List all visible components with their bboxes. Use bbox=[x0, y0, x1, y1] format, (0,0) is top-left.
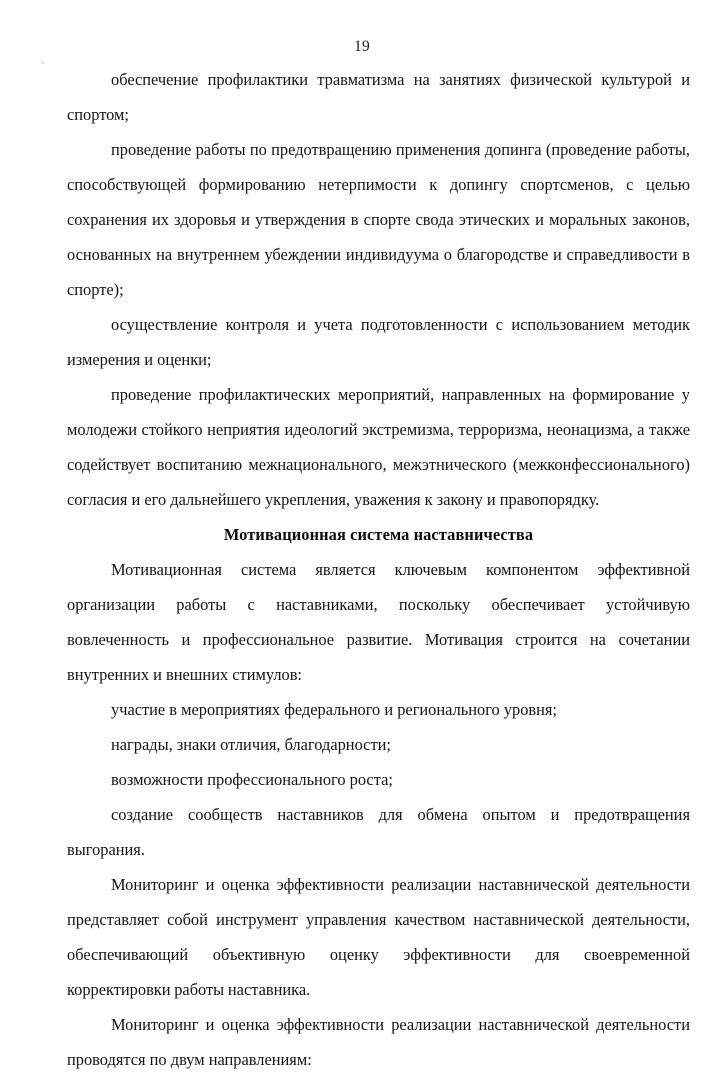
paragraph-monitoring-directions: Мониторинг и оценка эффективности реализации наставнической деятельности проводятся по двум направлениям: bbox=[67, 1015, 690, 1069]
document-body bbox=[67, 62, 690, 1077]
paragraph-motivation-intro: Мотивационная система является ключевым компонентом эффективной организации работы с наставниками, поскольку обеспечивает устойчивую вовлеченность и профессиональное развитие. Мотивация строится на сочетании внутренних и внешних стимулов: bbox=[67, 560, 690, 684]
paragraph-list-awards: награды, знаки отличия, благодарности; bbox=[111, 735, 391, 754]
scan-artifact-speck bbox=[41, 61, 44, 64]
paragraph-profilaktika: проведение профилактических мероприятий, направленных на формирование у молодежи стойкого неприятия идеологий экстремизма, терроризма, неонацизма, а также содействует воспитанию межнационального, межэтнического (межконфессионального) согласия и его дальнейшего укрепления, уважения к закону и правопорядку. bbox=[67, 385, 690, 509]
paragraph-monitoring-definition: Мониторинг и оценка эффективности реализации наставнической деятельности представляет собой инструмент управления качеством наставнической деятельности, обеспечивающий объективную оценку эффективности для своевременной корректировки работы наставника. bbox=[67, 875, 690, 999]
section-heading-motivational-system: Мотивационная система наставничества bbox=[223, 525, 534, 544]
paragraph-kontrol: осуществление контроля и учета подготовленности с использованием методик измерения и оценки; bbox=[67, 315, 690, 369]
paragraph-doping: проведение работы по предотвращению применения допинга (проведение работы, способствующей формированию нетерпимости к допингу спортсменов, с целью сохранения их здоровья и утверждения в спорте свода этических и моральных законов, основанных на внутреннем убеждении индивидуума о благородстве и справедливости в спорте); bbox=[67, 140, 690, 299]
paragraph-list-participation: участие в мероприятиях федерального и регионального уровня; bbox=[111, 700, 557, 719]
page-number: 19 bbox=[354, 38, 370, 55]
paragraph-list-communities: создание сообществ наставников для обмена опытом и предотвращения выгорания. bbox=[67, 805, 690, 859]
paragraph-travmatizm: обеспечение профилактики травматизма на занятиях физической культурой и спортом; bbox=[67, 70, 690, 124]
paragraph-list-growth: возможности профессионального роста; bbox=[111, 770, 393, 789]
